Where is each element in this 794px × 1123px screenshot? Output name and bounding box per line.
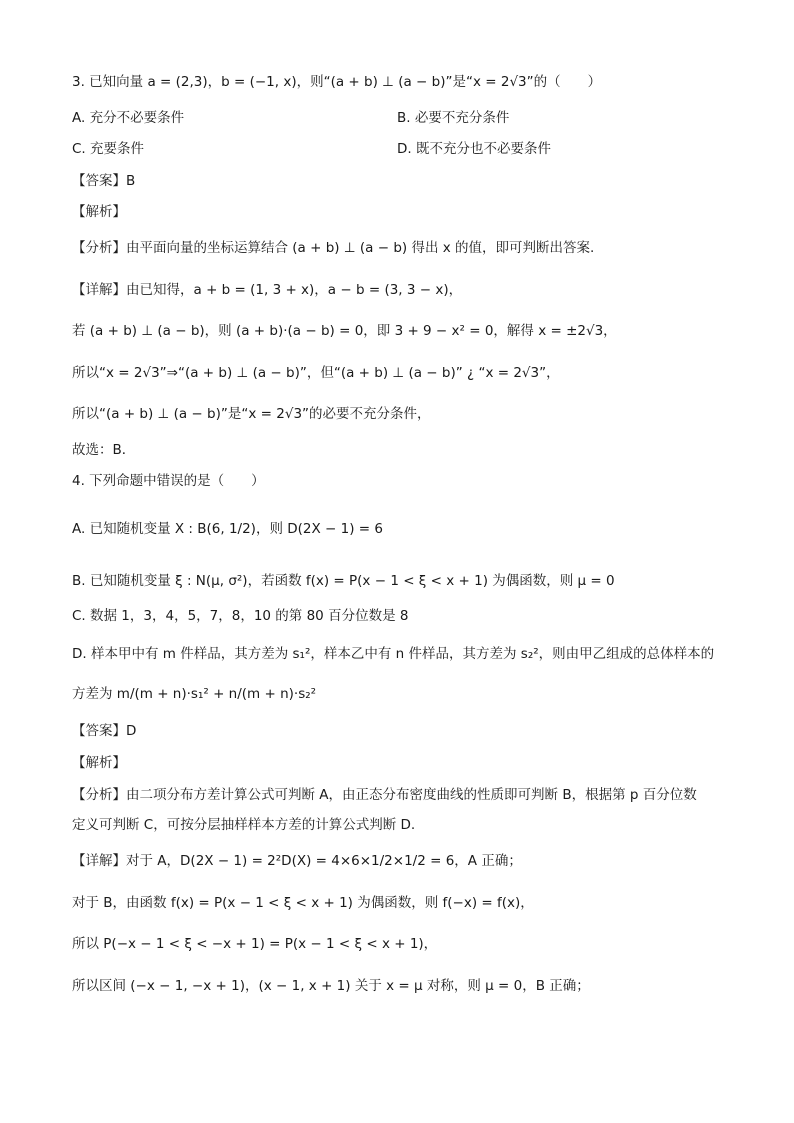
q3-detail-3: 所以“x = 2√3”⇒“(a + b) ⊥ (a − b)”，但“(a + b) ⊥ (a − b)” ¿ “x = 2√3”， xyxy=(72,365,560,381)
q3-option-b: B. 必要不充分条件 xyxy=(397,110,510,126)
q3-detail-5: 故选：B． xyxy=(72,442,136,458)
q4-fenxi-line1: 【分析】由二项分布方差计算公式可判断 A，由正态分布密度曲线的性质即可判断 B，根据第 p 百分位数 xyxy=(72,787,697,803)
q4-option-d-line1: D. 样本甲中有 m 件样品，其方差为 s₁²，样本乙中有 n 件样品，其方差为 s₂²，则由甲乙组成的总体样本的 xyxy=(72,646,715,662)
q4-option-c: C. 数据 1，3，4，5，7，8，10 的第 80 百分位数是 8 xyxy=(72,608,409,624)
q4-answer: 【答案】D xyxy=(72,723,137,739)
q4-detail-4: 所以区间 (−x − 1, −x + 1)，(x − 1, x + 1) 关于 x = μ 对称，则 μ = 0，B 正确； xyxy=(72,978,590,994)
q3-detail-2: 若 (a + b) ⊥ (a − b)，则 (a + b)·(a − b) = 0，即 3 + 9 − x² = 0，解得 x = ±2√3， xyxy=(72,323,617,339)
q4-detail-3: 所以 P(−x − 1 < ξ < −x + 1) = P(x − 1 < ξ < x + 1)， xyxy=(72,936,438,952)
q3-detail-4: 所以“(a + b) ⊥ (a − b)”是“x = 2√3”的必要不充分条件， xyxy=(72,406,431,422)
q3-fenxi: 【分析】由平面向量的坐标运算结合 (a + b) ⊥ (a − b) 得出 x 的值，即可判断出答案. xyxy=(72,240,595,256)
q3-option-d: D. 既不充分也不必要条件 xyxy=(397,141,551,157)
q4-option-b: B. 已知随机变量 ξ : N(μ, σ²)，若函数 f(x) = P(x − 1 < ξ < x + 1) 为偶函数，则 μ = 0 xyxy=(72,573,615,589)
q3-option-a: A. 充分不必要条件 xyxy=(72,110,185,126)
q3-stem: 3. 已知向量 a = (2,3)，b = (−1, x)，则“(a + b) ⊥ (a − b)”是“x = 2√3”的（ ） xyxy=(72,74,602,90)
q4-option-a: A. 已知随机变量 X : B(6, 1/2)，则 D(2X − 1) = 6 xyxy=(72,521,383,537)
q4-detail-1: 【详解】对于 A，D(2X − 1) = 2²D(X) = 4×6×1/2×1/2 = 6，A 正确； xyxy=(72,853,522,869)
q4-option-d-line2: 方差为 m/(m + n)·s₁² + n/(m + n)·s₂² xyxy=(72,686,317,702)
q4-analysis-label: 【解析】 xyxy=(72,755,126,771)
q3-option-c: C. 充要条件 xyxy=(72,141,145,157)
q3-answer: 【答案】B xyxy=(72,173,136,189)
q3-analysis-label: 【解析】 xyxy=(72,204,126,220)
q4-stem: 4. 下列命题中错误的是（ ） xyxy=(72,473,265,489)
q4-detail-2: 对于 B，由函数 f(x) = P(x − 1 < ξ < x + 1) 为偶函数，则 f(−x) = f(x)， xyxy=(72,895,534,911)
q3-detail-1: 【详解】由已知得，a + b = (1, 3 + x)，a − b = (3, 3 − x)， xyxy=(72,282,463,298)
q4-fenxi-line2: 定义可判断 C，可按分层抽样样本方差的计算公式判断 D. xyxy=(72,817,416,833)
